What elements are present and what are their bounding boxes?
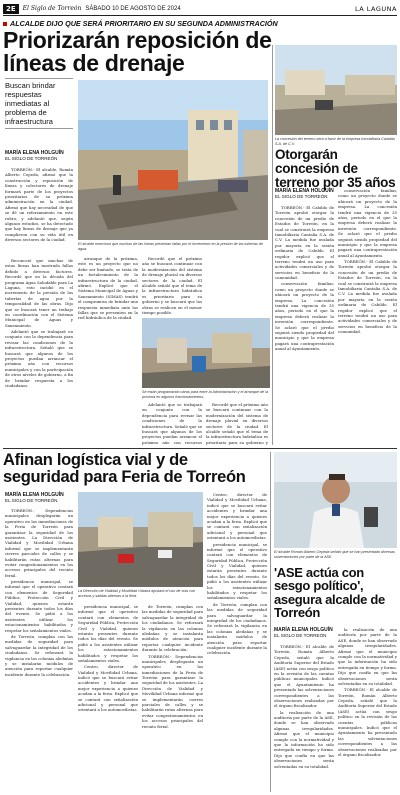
story2-byline	[275, 188, 335, 200]
story2-col2-text: conservación familiar, como un proyecto donde se ubicará un proyecto de la empresa. La concesión tendrá una vigencia de 35 años, periodo en el que la empresa deberá realizar la inversión correspondiente. Se aclaró que el predio seguirá siendo propiedad del municipio y que la empresa pagará una contraprestación anual al Ayuntamiento.	[338, 188, 397, 258]
story2-col2b-text: TORREÓN.- El Cabildo de Torreón aprobó otorgar la concesión de un predio de Estados de Torreón, en la cual se construirá la empresa Inmobiliaria Cantalia S.A. de C.V. La medida fue avalada por mayoría en la sesión ordinaria de Cabildo. El regidor explicó que el terreno tendrá un uso para actividades comerciales y de servicios en beneficio de la comunidad.	[338, 259, 397, 335]
story3-col2-text: presidencia municipal, se informó que el operativo contará con elementos de Seguridad Pública, Protección Civil y Vialidad, quienes estarán presentes durante todos los días del evento. Se pidió a los asistentes utilizar los estacionamientos habilitados y respetar los señalamientos viales.	[78, 604, 138, 663]
story1-col1	[5, 167, 73, 254]
story3-col1c-text: de Torreón, cumplan con las medidas de seguridad para salvaguardar la integridad de los ciudadanos. Se reforzará la vigilancia en las colonias aledañas y se instalarán módulos de atención para reportar cualquier incidente durante la celebración.	[5, 633, 73, 677]
story1-col5	[142, 402, 202, 446]
column-divider	[272, 45, 273, 445]
story3-col1	[5, 508, 73, 790]
story4-col2-text: la realización de una auditoría por parte de la ASE, donde se han observado algunas irregularidades. Afirmó que el municipio cumple con la normatividad y que la información ha sido entregada en tiempo y forma. Dijo que confía en que las observaciones serán solventadas en su totalidad.	[338, 627, 397, 686]
story3-photo	[78, 492, 203, 587]
section-name: LA LAGUNA	[355, 4, 397, 13]
story2-headline[interactable]: Otorgarán concesión de terreno por 35 años	[275, 147, 396, 190]
vacant-lot-photo	[275, 45, 397, 135]
story3-col3b-text: TORREÓN.- Dependencias municipales desplegarán un operativo en las inmediaciones de la Feria de Torreón para garantizar la seguridad de los asistentes. La Dirección de Vialidad y Movilidad Urbana informó que se implementarán cierres parciales de calles y se habilitarán rutas alternas para evitar congestionamientos en los accesos principales del recinto ferial.	[142, 653, 203, 729]
story4-col2b-text: TORREÓN.- El alcalde de Torreón, Román Alberto Cepeda, señaló que la Auditoría Superior del Estado (ASE) actúa con sesgo político en la revisión de las cuentas públicas municipales. Indicó que el Ayuntamiento ha presentado las solventaciones correspondientes a las observaciones realizadas por el órgano fiscalizador.	[338, 687, 397, 757]
story1-col3	[78, 256, 138, 431]
story3-col4b-text: presidencia municipal, se informó que el operativo contará con elementos de Seguridad Pública, Protección Civil y Vialidad, quienes estarán presentes durante todos los días del evento. Se pidió a los asistentes utilizar los estacionamientos habilitados y respetar los señalamientos viales.	[207, 541, 267, 601]
story3-photo-caption: La Dirección de Vialidad y Movilidad Urbana ajustará el uso de vías con accesos y salidas alternas a la feria.	[78, 589, 196, 598]
story3-headline[interactable]: Afinan logística vial y de seguridad para Feria de Torreón	[3, 451, 246, 486]
story3-col4-text: Centro, director de Vialidad y Movilidad Urbana, indicó que se buscará evitar accidentes y brindar una mejor experiencia a quienes acudan a la feria. Explicó que se contará con señalización adicional y personal que orientará a los automovilistas.	[207, 492, 267, 541]
street-drainage-photo	[78, 80, 268, 240]
story4-byline	[274, 627, 334, 639]
story1-col6	[206, 402, 268, 446]
mayor-portrait-photo	[274, 452, 397, 548]
story1-photo	[78, 80, 268, 240]
story1-col2-text: Reconoció que muchas de estas líneas han mostrado fallas debido a diversos factores. Recordó que en la década del programa Agua Saludable para La Laguna, esto incidió en el incremento de la presión de las tuberías de agua por la temporalidad de las obras. Dijo que se buscará tener un trabajo en coordinación con el Sistema Municipal de Aguas y Saneamiento.	[5, 258, 73, 328]
story1-author: MARÍA ELENA HOLGUÍN	[5, 150, 64, 156]
story3-author: MARÍA ELENA HOLGUÍN	[5, 492, 64, 498]
column-divider-2	[270, 452, 271, 792]
story3-col4c-text: de Torreón, cumplan con las medidas de seguridad para salvaguardar la integridad de los ciudadanos. Se reforzará la vigilancia en las colonias aledañas y se instalarán módulos de atención para reportar cualquier incidente durante la celebración.	[207, 601, 267, 656]
story2-col1	[275, 205, 334, 446]
story2-photo-caption: La concesión del terreno será a favor de la empresa Inmobiliaria Cantalia S.A. de C.V.	[275, 137, 395, 146]
story3-col1b-text: presidencia municipal, se informó que el operativo contará con elementos de Seguridad Pública, Protección Civil y Vialidad, quienes estarán presentes durante todos los días del evento. Se pidió a los asistentes utilizar los estacionamientos habilitados y respetar los señalamientos viales.	[5, 579, 73, 633]
story4-author: MARÍA ELENA HOLGUÍN	[274, 627, 333, 633]
story4-outlet: EL SIGLO DE TORREÓN	[274, 633, 327, 639]
story2-col1b-text: conservación familiar, como un proyecto donde se ubicará un proyecto de la empresa. La concesión tendrá una vigencia de 35 años, periodo en el que la empresa deberá realizar la inversión correspondiente. Se aclaró que el predio seguirá siendo propiedad del municipio y que la empresa pagará una contraprestación anual al Ayuntamiento.	[275, 281, 334, 352]
story4-col1-text: TORREÓN.- El alcalde de Torreón, Román Alberto Cepeda, señaló que la Auditoría Superior del Estado (ASE) actúa con sesgo político en la revisión de las cuentas públicas municipales. Indicó que el Ayuntamiento ha presentado las solventaciones correspondientes a las observaciones realizadas por el órgano fiscalizador.	[274, 644, 334, 709]
story3-col3-text: de Torreón, cumplan con las medidas de seguridad para salvaguardar la integridad de los ciudadanos. Se reforzará la vigilancia en las colonias aledañas y se instalarán módulos de atención para reportar cualquier incidente durante la celebración.	[142, 604, 203, 653]
page-number: 2E	[3, 4, 19, 14]
story2-col2	[338, 188, 397, 446]
story1-col2	[5, 258, 73, 446]
story1-outlet: EL SIGLO DE TORREÓN	[5, 156, 58, 162]
story2-photo	[275, 45, 397, 135]
story1-subhead: Buscan brindar respuestas inmediatas al problema de infraestructura	[5, 78, 73, 129]
story1-col4	[142, 256, 202, 316]
story1-col4-text: Recordó que el próximo año se buscará continuar con la modernización del sistema de drenaje pluvial en diversos sectores de la ciudad. El alcalde señaló que el tema de la infraestructura hidráulica es prioritario para su gobierno y se buscará que las obras se realicen en el menor tiempo posible.	[142, 256, 202, 315]
newspaper-name: El Siglo de Torreón	[22, 5, 82, 12]
story3-col1-text: TORREÓN.- Dependencias municipales desplegarán un operativo en las inmediaciones de la Feria de Torreón para garantizar la seguridad de los asistentes. La Dirección de Vialidad y Movilidad Urbana informó que se implementarán cierres parciales de calles y se habilitarán rutas alternas para evitar congestionamientos en los accesos principales del recinto ferial.	[5, 508, 73, 578]
construction-site-photo	[142, 318, 270, 388]
story4-photo-caption: El alcalde Román Alberto Cepeda señaló que se han presentado diversas solventaciones por parte de la ASE.	[274, 550, 395, 559]
story4-col2	[338, 627, 397, 790]
story1-col3-text: arranque de la próxima, este es un proyecto que no debe ser limitado, se trata de un fortalecimiento de la infraestructura de la ciudad, afirmó. Explicó que el Sistema Municipal de Aguas y Saneamiento (SIMAS) tendrá el compromiso de brindar una respuesta inmediata ante las fallas que se presenten en la red hidráulica de la ciudad.	[78, 256, 138, 321]
story3-outlet: EL SIGLO DE TORREÓN	[5, 498, 58, 504]
story2-author: MARÍA ELENA HOLGUÍN	[275, 188, 334, 194]
story3-col3	[142, 604, 203, 790]
story1-photo2-caption: Se están programando obras para entre la Administración y el arranque de la próxima en algunos fraccionamientos.	[142, 390, 269, 399]
story1-col2b-text: Adelantó que se trabajará en conjunto con la dependencia para revisar las condiciones de la infraestructura. Señaló que se buscará que algunos de los proyectos puedan arrancar el próximo año con recursos municipales y con la participación de otros niveles de gobierno, a fin de brindar respuesta a los ciudadanos.	[5, 329, 73, 388]
traffic-street-photo	[78, 492, 203, 587]
story1-col1-text: TORREÓN.- El alcalde, Román Alberto Cepeda, afirmó que la construcción y reposición de líneas y colectores de drenaje formará parte de los proyectos prioritarios de su próxima administración en la ciudad. Afirmó que hay necesidad de que se dé un reforzamiento en este rubro, y adelantó que, según algunos estudios, se ha detectado que hay líneas de drenaje que ya cumplieron con su vida útil en diversos sectores de la ciudad.	[5, 167, 73, 243]
story4-col1	[274, 644, 334, 790]
story1-byline	[5, 150, 73, 162]
story1-kicker-text: ALCALDE DIJO QUE SERÁ PRIORITARIO EN SU SEGUNDA ADMINISTRACIÓN	[10, 19, 278, 28]
story1-headline[interactable]: Priorizarán reposición de líneas de drenaje	[3, 27, 272, 77]
red-square-icon	[3, 22, 7, 26]
story3-col2	[78, 604, 138, 790]
issue-date: SÁBADO 10 DE AGOSTO DE 2024	[85, 5, 181, 12]
story1-col5-text: Adelantó que se trabajará en conjunto con la dependencia para revisar las condiciones de la infraestructura. Señaló que se buscará que algunos de los proyectos puedan arrancar el próximo año con recursos	[142, 402, 202, 445]
section-divider	[3, 448, 397, 449]
story4-col1b-text: la realización de una auditoría por parte de la ASE, donde se han observado algunas irregularidades. Afirmó que el municipio cumple con la normatividad y que la información ha sido entregada en tiempo y forma. Dijo que confía en que las observaciones serán solventadas en su totalidad.	[274, 709, 334, 769]
story1-col6-text: Recordó que el próximo año se buscará continuar con la modernización del sistema de drenaje pluvial en diversos sectores de la ciudad. El alcalde señaló que el tema de la infraestructura hidráulica es prioritario para su gobierno y	[206, 402, 268, 445]
story3-col4	[207, 492, 267, 790]
story2-col1-text: TORREÓN.- El Cabildo de Torreón aprobó otorgar la concesión de un predio de Estados de Torreón, en la cual se construirá la empresa Inmobiliaria Cantalia S.A. de C.V. La medida fue avalada por mayoría en la sesión ordinaria de Cabildo. El regidor explicó que el terreno tendrá un uso para actividades comerciales y de servicios en beneficio de la comunidad.	[275, 205, 334, 281]
masthead	[3, 2, 397, 16]
story3-col2b-text: Centro, director de Vialidad y Movilidad Urbana, indicó que se buscará evitar accidentes y brindar una mejor experiencia a quienes acudan a la feria. Explicó que se contará con señalización adicional y personal que orientará a los automovilistas.	[78, 664, 138, 713]
story4-photo	[274, 452, 397, 548]
story1-photo2	[142, 318, 270, 388]
story2-outlet: EL SIGLO DE TORREÓN	[275, 194, 328, 200]
story4-headline[interactable]: 'ASE actúa con sesgo político', asegura alcalde de Torreón	[274, 565, 385, 620]
story1-photo-caption: El alcalde mencionó que muchas de las líneas presentan fallas por el incremento en la presión de las tuberías de agua.	[78, 242, 263, 251]
story3-byline	[5, 492, 73, 504]
